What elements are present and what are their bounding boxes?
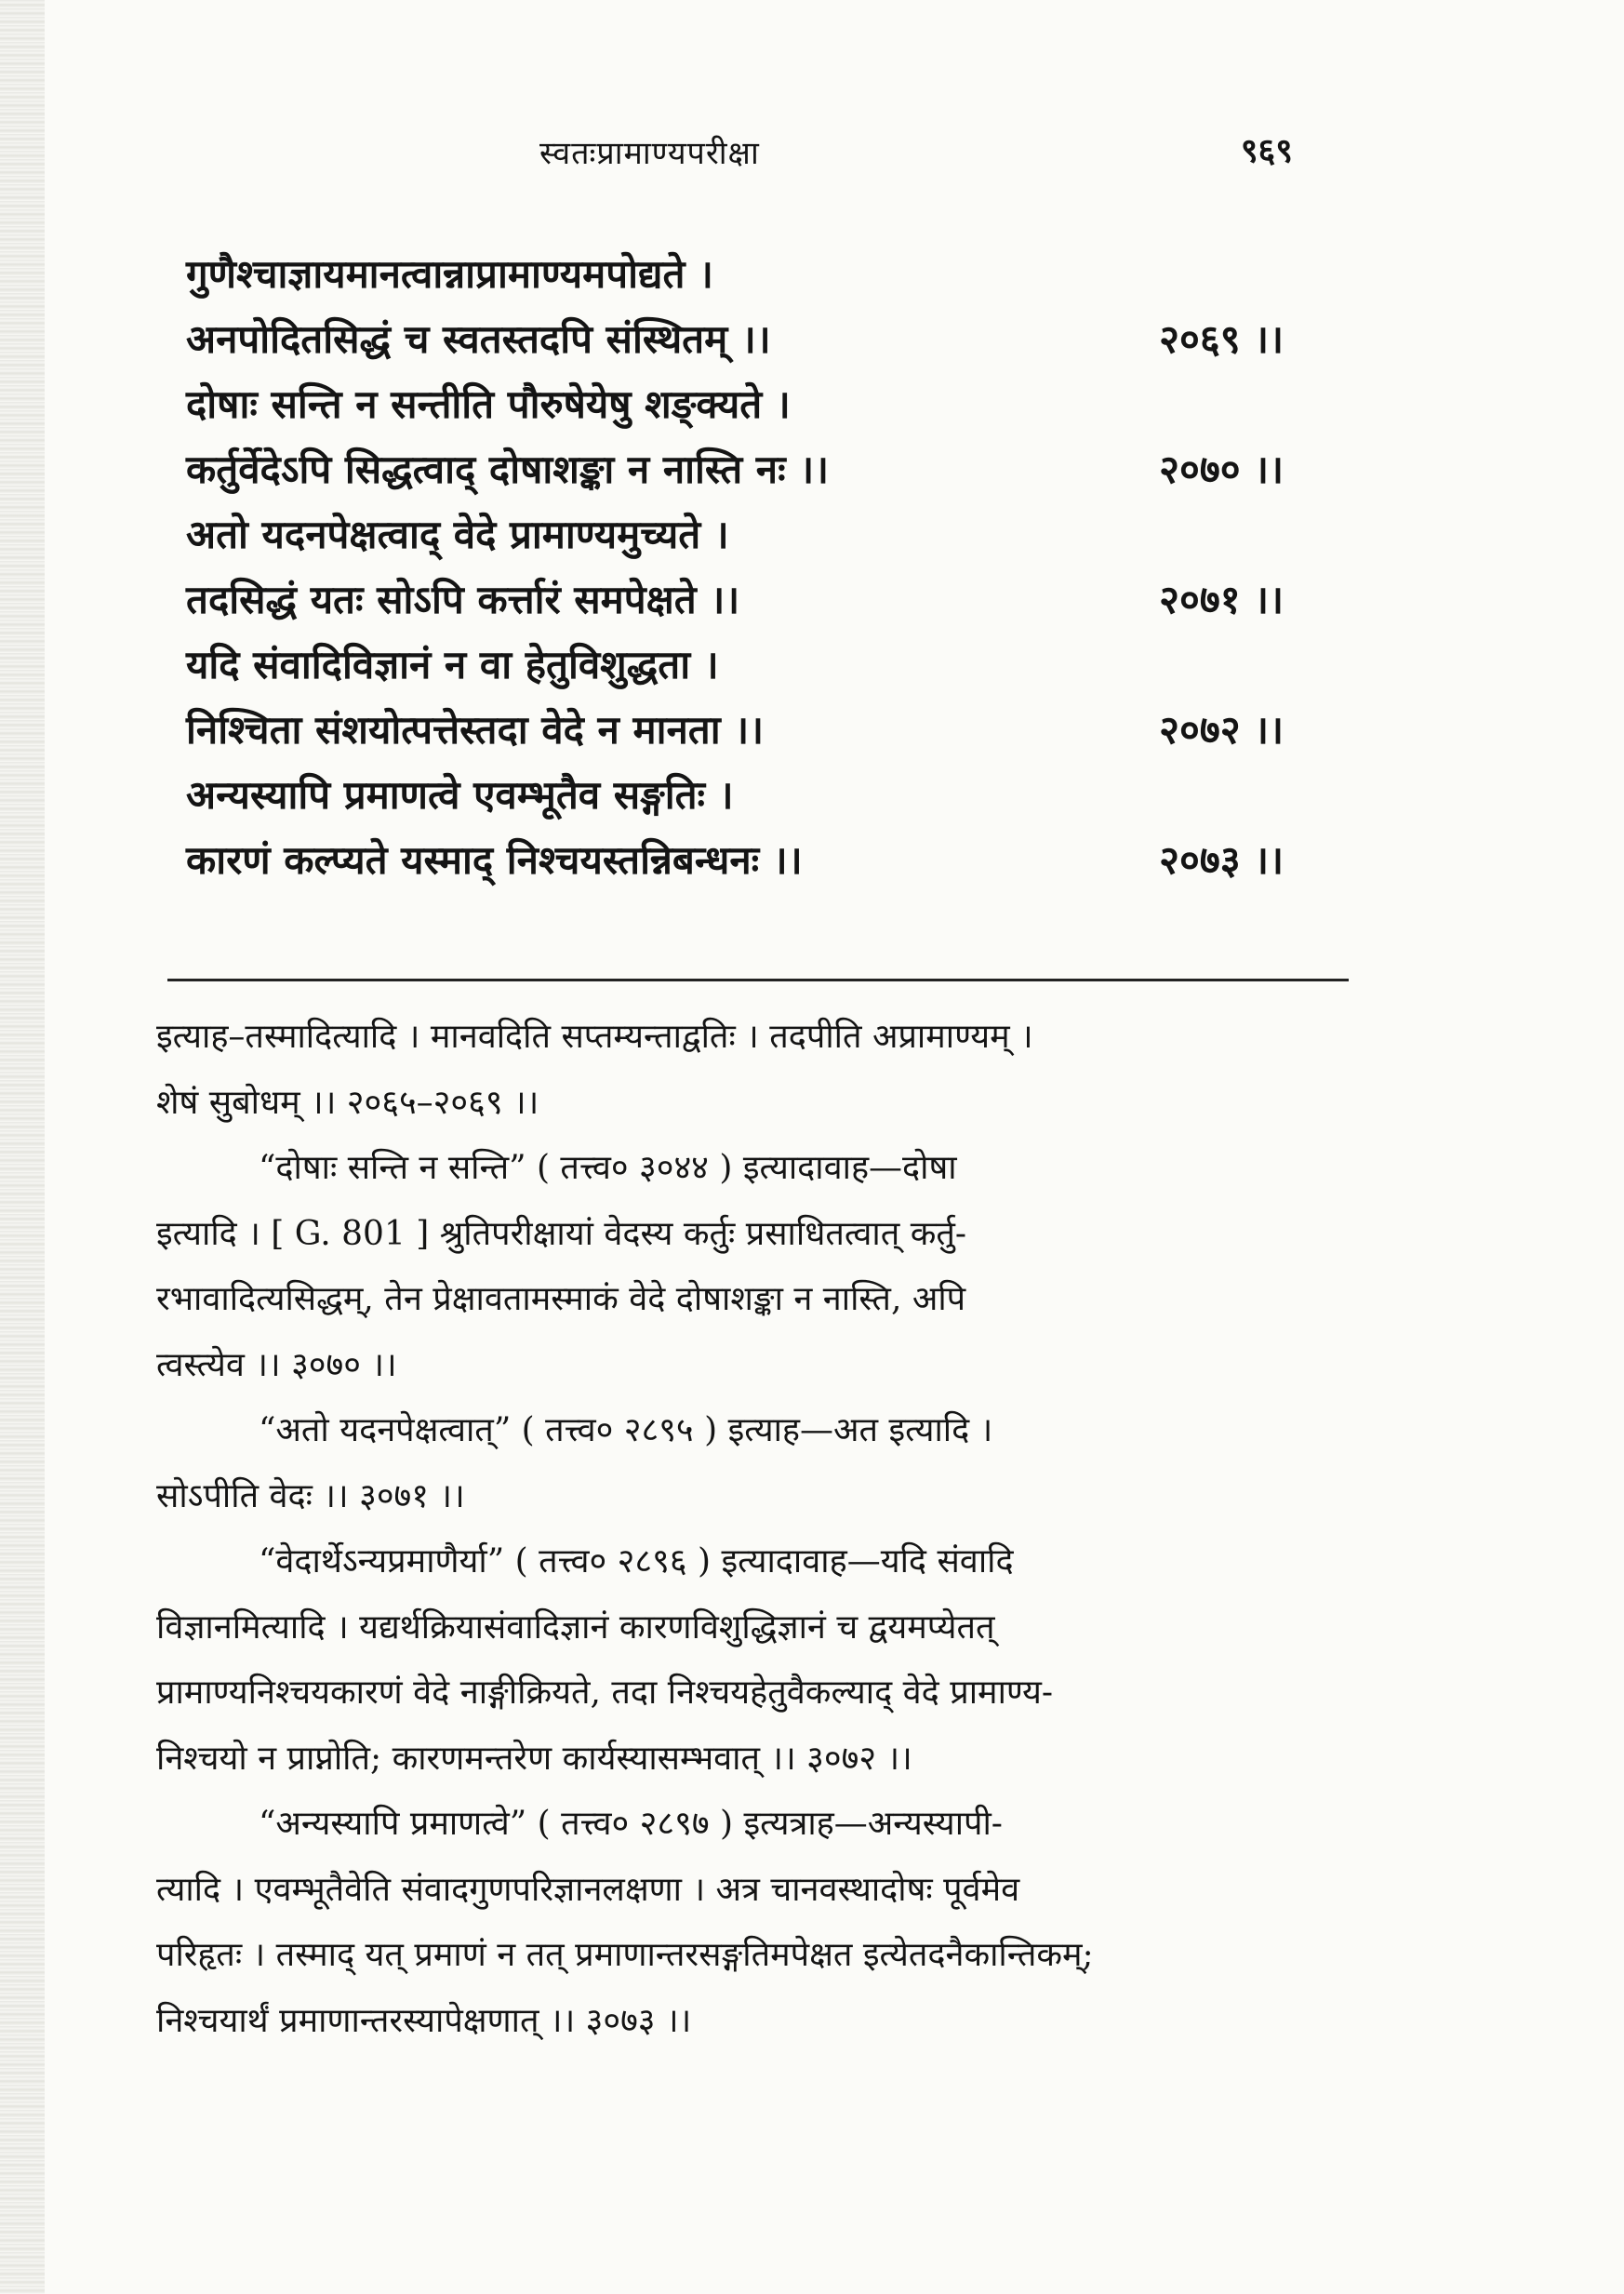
commentary-line: “अतो यदनपेक्षत्वात्” ( तत्त्व० २८९५ ) इत्याह—अत इत्यादि । <box>259 1411 993 1449</box>
page-number: ९६९ <box>1240 131 1293 170</box>
verse-line: अन्यस्यापि प्रमाणत्वे एवम्भूतैव सङ्गतिः । <box>186 772 734 818</box>
commentary-line: शेषं सुबोधम् ।। २०६५–२०६९ ।। <box>156 1083 539 1122</box>
verse-block <box>186 242 1302 893</box>
commentary-line: इत्यादि । [ G. 801 ] श्रुतिपरीक्षायां वेदस्य कर्तुः प्रसाधितत्वात् कर्तु- <box>156 1214 967 1253</box>
running-title: स्वतःप्रामाण्यपरीक्षा <box>539 135 760 172</box>
commentary-line: “दोषाः सन्ति न सन्ति” ( तत्त्व० ३०४४ ) इत्यादावाह—दोषा <box>259 1149 957 1187</box>
commentary-line: त्वस्त्येव ।। ३०७० ।। <box>156 1345 397 1384</box>
commentary-block <box>156 1005 1356 2054</box>
commentary-line: विज्ञानमित्यादि । यद्यर्थक्रियासंवादिज्ञानं कारणविशुद्धिज्ञानं च द्वयमप्येतत् <box>156 1607 995 1647</box>
verse-line: कर्तुर्वेदेऽपि सिद्धत्वाद् दोषाशङ्का न नास्ति नः ।। २०७० ।। <box>186 437 1302 502</box>
separator-rule <box>167 979 1349 981</box>
verse-line: गुणैश्चाज्ञायमानत्वान्नाप्रामाण्यमपोद्यते । <box>186 251 713 297</box>
verse-line: अनपोदितसिद्धं च स्वतस्तदपि संस्थितम् ।। २०६९ ।। <box>186 307 1302 372</box>
verse-line: अतो यदनपेक्षत्वाद् वेदे प्रामाण्यमुच्यते । <box>186 512 729 557</box>
commentary-line: सोऽपीति वेदः ।। ३०७१ ।। <box>156 1476 465 1515</box>
scan-edge-noise <box>0 0 45 2294</box>
verse-line: तदसिद्धं यतः सोऽपि कर्त्तारं समपेक्षते ।। २०७१ ।। <box>186 567 1302 633</box>
verse-line: निश्चिता संशयोत्पत्तेस्तदा वेदे न मानता ।। २०७२ ।। <box>186 698 1302 763</box>
commentary-line: निश्चयो न प्राप्नोति; कारणमन्तरेण कार्यस्यासम्भवात् ।। ३०७२ ।। <box>156 1739 912 1778</box>
page-header <box>167 130 1330 195</box>
commentary-line: रभावादित्यसिद्धम्, तेन प्रेक्षावतामस्माकं वेदे दोषाशङ्का न नास्ति, अपि <box>156 1280 966 1318</box>
verse-line: दोषाः सन्ति न सन्तीति पौरुषेयेषु शङ्क्यते । <box>186 381 791 427</box>
verse-number: २०७१ ।। <box>1159 577 1284 622</box>
commentary-line: परिहृतः । तस्माद् यत् प्रमाणं न तत् प्रमाणान्तरसङ्गतिमपेक्षत इत्येतदनैकान्तिकम्; <box>156 1936 1094 1974</box>
verse-number: २०६९ ।। <box>1159 316 1284 362</box>
verse-number: २०७३ ।। <box>1159 837 1284 883</box>
commentary-line: “वेदार्थेऽन्यप्रमाणैर्या” ( तत्त्व० २८९६ ) इत्यादावाह—यदि संवादि <box>259 1542 1014 1580</box>
commentary-line: इत्याह–तस्मादित्यादि । मानवदिति सप्तम्यन्ताद्वतिः । तदपीति अप्रामाण्यम् । <box>156 1018 1033 1056</box>
verse-line: कारणं कल्प्यते यस्माद् निश्चयस्तन्निबन्धनः ।। २०७३ ।। <box>186 828 1302 893</box>
verse-number: २०७० ।। <box>1159 447 1284 492</box>
verse-number: २०७२ ।। <box>1159 707 1284 753</box>
commentary-line: “अन्यस्यापि प्रमाणत्वे” ( तत्त्व० २८९७ ) इत्यत्राह—अन्यस्यापी- <box>259 1805 1003 1843</box>
commentary-line: निश्चयार्थं प्रमाणान्तरस्यापेक्षणात् ।। ३०७३ ।। <box>156 2001 692 2040</box>
verse-line: यदि संवादिविज्ञानं न वा हेतुविशुद्धता । <box>186 642 719 687</box>
commentary-line: त्यादि । एवम्भूतैवेति संवादगुणपरिज्ञानलक्षणा । अत्र चानवस्थादोषः पूर्वमेव <box>156 1870 1020 1909</box>
commentary-line: प्रामाण्यनिश्चयकारणं वेदे नाङ्गीक्रियते, तदा निश्चयहेतुवैकल्याद् वेदे प्रामाण्य- <box>156 1674 1054 1712</box>
